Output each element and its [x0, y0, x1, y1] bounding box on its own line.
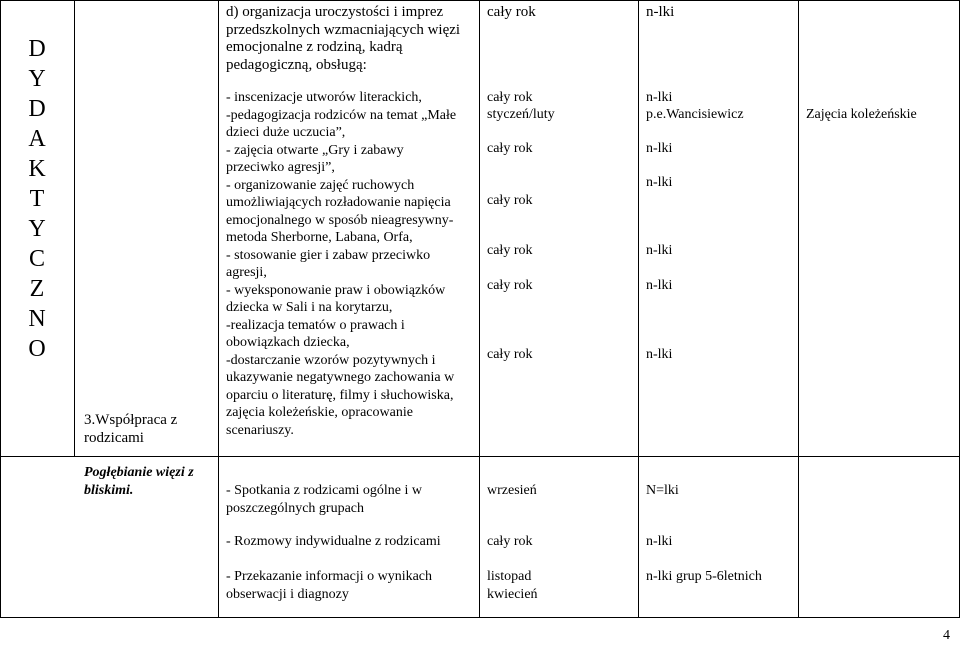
notes-cell: Zajęcia koleżeńskie [806, 107, 917, 122]
section-3-label [84, 412, 177, 447]
responsible-cell: n-lki [646, 175, 673, 190]
activity-line: - organizowanie zajęć ruchowych [226, 177, 415, 193]
activity-line: oparciu o literaturę, filmy i słuchowiska, [226, 387, 454, 403]
activity-line: - inscenizacje utworów literackich, [226, 90, 422, 105]
section-letter: Y [28, 216, 46, 242]
activity-line: przedszkolnych wzmacniających więzi [226, 21, 461, 38]
activities-block-2 [226, 89, 456, 439]
activity-line: obserwacji i diagnozy [226, 586, 349, 602]
activity-line: emocjonalne z rodziną, kadrą [226, 39, 403, 55]
term-cell: cały rok [487, 141, 533, 156]
section-3-goal-line: bliskimi. [84, 482, 134, 498]
section-letter: C [28, 246, 45, 272]
responsible-cell: n-lki [646, 243, 673, 258]
col-border-1 [74, 0, 75, 456]
col-border-3 [479, 0, 480, 618]
section-title-vertical [0, 34, 74, 364]
section-3-label-line: 3.Współpraca z [84, 412, 178, 428]
responsible-cell: n-lki [646, 347, 673, 362]
responsible-cell: N=lki [646, 483, 679, 498]
section-letter: D [28, 36, 46, 62]
parent-activity [226, 533, 441, 551]
activity-line: -realizacja tematów o prawach i [226, 317, 405, 333]
term-cell: styczeń/luty [487, 107, 555, 122]
activity-line: agresji, [226, 265, 267, 280]
term-line: kwiecień [487, 586, 538, 602]
table-bottom-border [0, 617, 960, 618]
responsible-cell: n-lki [646, 141, 673, 156]
activity-line: metoda Sherborne, Labana, Orfa, [226, 230, 413, 245]
col-border-5 [798, 0, 799, 618]
col-border-4 [638, 0, 639, 618]
activity-line: dziecka w Sali i na korytarzu, [226, 300, 393, 315]
term-cell: cały rok [487, 4, 536, 20]
activity-line: pedagogiczną, obsługą: [226, 56, 367, 73]
activity-line: - wyeksponowanie praw i obowiązków [226, 282, 446, 298]
activity-line: umożliwiających rozładowanie napięcia [226, 195, 451, 210]
section-letter: O [28, 336, 46, 362]
activity-line: d) organizacja uroczystości i imprez [226, 4, 444, 20]
responsible-cell: n-lki [646, 90, 673, 105]
section-divider [0, 456, 960, 457]
activities-block-1 [226, 4, 460, 74]
activity-line: -dostarczanie wzorów pozytywnych i [226, 352, 436, 368]
term-cell: cały rok [487, 90, 533, 105]
responsible-cell: p.e.Wancisiewicz [646, 107, 744, 122]
term-cell: cały rok [487, 347, 533, 362]
activity-line: poszczególnych grupach [226, 500, 364, 516]
term-cell: cały rok [487, 243, 533, 258]
section-letter: D [28, 96, 46, 122]
section-letter: A [28, 126, 46, 152]
section-letter: K [28, 156, 46, 182]
page-number: 4 [943, 628, 950, 643]
responsible-cell: n-lki [646, 4, 675, 20]
activity-line: - Spotkania z rodzicami ogólne i w [226, 483, 422, 498]
activity-line: zajęcia koleżeńskie, opracowanie [226, 405, 413, 420]
activity-line: scenariuszy. [226, 422, 294, 438]
parent-activity [226, 482, 422, 517]
parent-activity [226, 568, 432, 603]
activity-line: ukazywanie negatywnego zachowania w [226, 370, 455, 385]
responsible-cell: n-lki grup 5-6letnich [646, 569, 762, 584]
col-border-2 [218, 0, 219, 618]
activity-line: - stosowanie gier i zabaw przeciwko [226, 247, 431, 263]
activity-line: dzieci duże uczucia”, [226, 125, 346, 140]
activity-line: - Rozmowy indywidualne z rodzicami [226, 534, 441, 549]
term-cell: wrzesień [487, 483, 537, 498]
responsible-cell: n-lki [646, 278, 673, 293]
section-letter: N [28, 306, 46, 332]
activity-line: -pedagogizacja rodziców na temat „Małe [226, 107, 457, 123]
section-letter: Y [28, 66, 46, 92]
section-3-goal-line: Pogłębianie więzi z [84, 465, 194, 480]
table-top-border [0, 0, 960, 1]
section-3-goal [84, 464, 194, 499]
section-letter: T [29, 186, 45, 212]
term-cell: cały rok [487, 193, 533, 208]
term-cell: cały rok [487, 534, 533, 549]
activity-line: - Przekazanie informacji o wynikach [226, 569, 433, 584]
term-cell [487, 568, 538, 603]
activity-line: obowiązkach dziecka, [226, 335, 350, 350]
responsible-cell: n-lki [646, 534, 673, 549]
activity-line: przeciwko agresji”, [226, 160, 335, 175]
activity-line: - zajęcia otwarte „Gry i zabawy [226, 142, 404, 158]
section-letter: Z [29, 276, 45, 302]
activity-line: emocjonalnego w sposób nieagresywny- [226, 212, 454, 228]
term-cell: cały rok [487, 278, 533, 293]
section-3-label-line: rodzicami [84, 429, 144, 446]
term-line: listopad [487, 569, 532, 584]
